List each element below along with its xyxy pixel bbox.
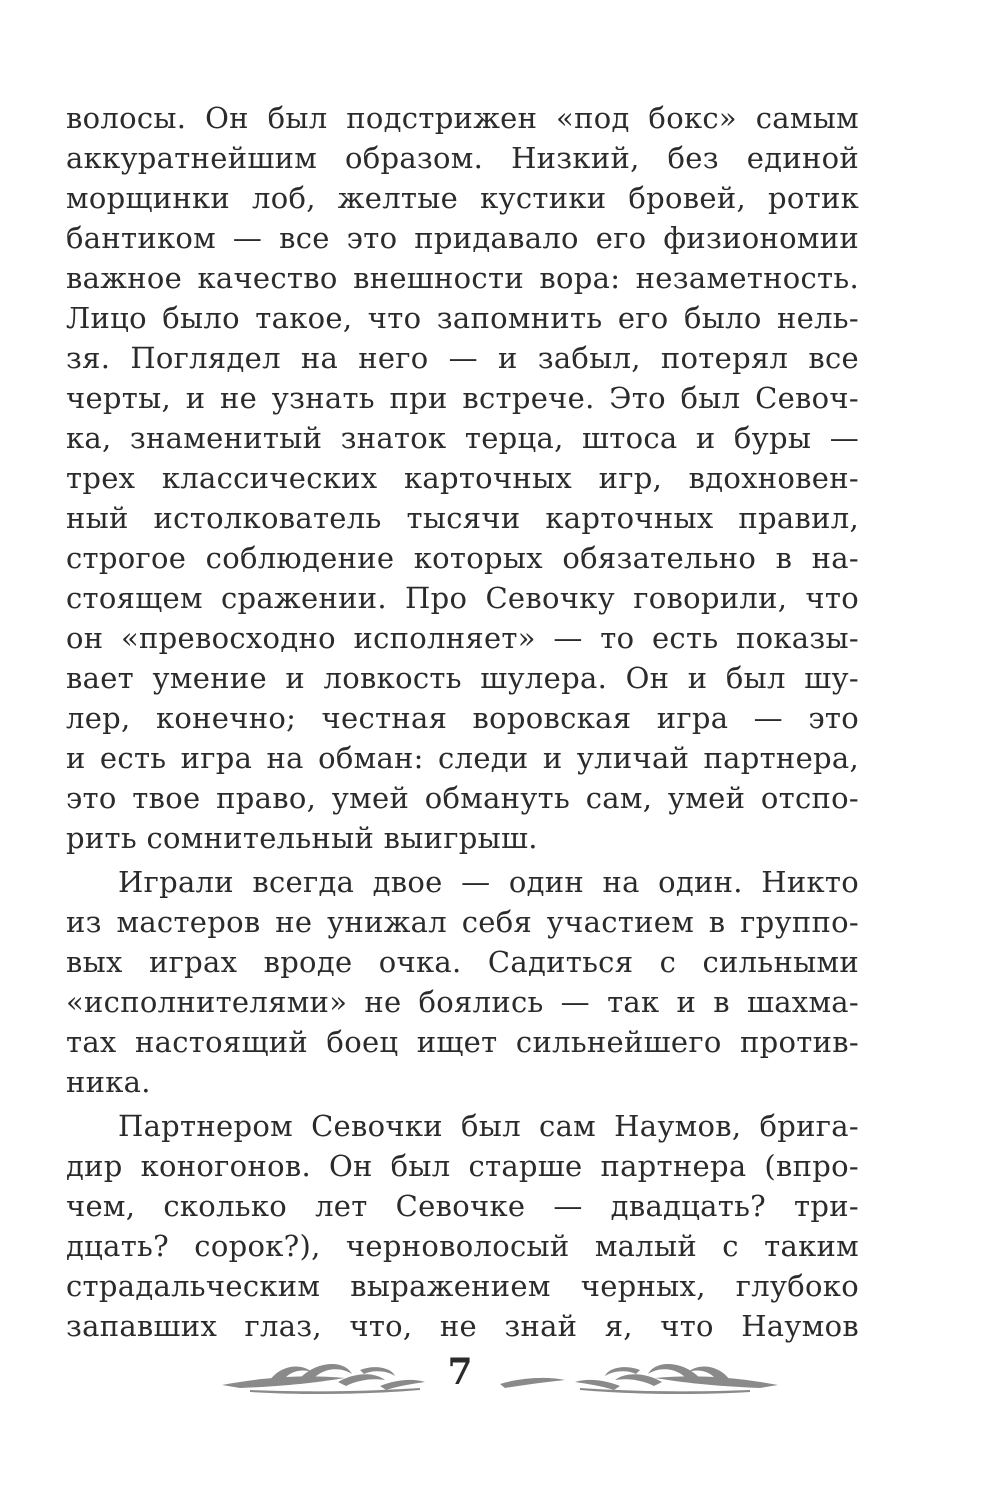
text-line: лер, конечно; честная воровская игра — это [66, 701, 859, 735]
text-line: и есть игра на обман: следи и уличай партнера, [66, 741, 859, 775]
text-line: стоящем сражении. Про Севочку говорили, что [66, 581, 859, 615]
text-line: зя. Поглядел на него — и забыл, потерял все [66, 341, 859, 375]
text-line: чем, сколько лет Севочке — двадцать? три- [66, 1189, 859, 1223]
text-line: бантиком — все это придавало его физиономии [66, 221, 859, 255]
ornament-flourish-icon [0, 1352, 1000, 1402]
text-line: Партнером Севочки был сам Наумов, брига- [118, 1109, 859, 1143]
text-line: ника. [66, 1065, 151, 1099]
text-line: Играли всегда двое — один на один. Никто [118, 865, 859, 899]
text-line: рить сомнительный выигрыш. [66, 821, 538, 855]
text-line: дцать? сорок?), черноволосый малый с таким [66, 1229, 859, 1263]
text-line: дир коногонов. Он был старше партнера (впро- [66, 1149, 859, 1183]
text-line: трех классических карточных игр, вдохновен- [66, 461, 859, 495]
text-line: «исполнителями» не боялись — так и в шахма- [66, 985, 859, 1019]
text-line: морщинки лоб, желтые кустики бровей, ротик [66, 181, 859, 215]
text-line: запавших глаз, что, не знай я, что Наумов [66, 1309, 859, 1343]
text-line: аккуратнейшим образом. Низкий, без единой [66, 141, 859, 175]
text-line: важное качество внешности вора: незаметность. [66, 261, 859, 295]
text-line: страдальческим выражением черных, глубоко [66, 1269, 859, 1303]
text-line: он «превосходно исполняет» — то есть показы- [66, 621, 859, 655]
text-line: из мастеров не унижал себя участием в группо- [66, 905, 859, 939]
text-line: строгое соблюдение которых обязательно в на- [66, 541, 859, 575]
page-footer [0, 1352, 1000, 1402]
text-line: ка, знаменитый знаток терца, штоса и буры — [66, 421, 859, 455]
text-line: это твое право, умей обмануть сам, умей отспо- [66, 781, 859, 815]
text-line: тах настоящий боец ищет сильнейшего против- [66, 1025, 859, 1059]
text-line: вает умение и ловкость шулера. Он и был шу- [66, 661, 859, 695]
page-number: 7 [447, 1351, 473, 1393]
body-text [66, 98, 859, 1346]
text-line: волосы. Он был подстрижен «под бокс» самым [66, 101, 859, 135]
text-line: вых играх вроде очка. Садиться с сильными [66, 945, 859, 979]
text-line: ный истолкователь тысячи карточных правил, [66, 501, 859, 535]
text-line: черты, и не узнать при встрече. Это был Севоч- [66, 381, 859, 415]
text-line: Лицо было такое, что запомнить его было нель- [66, 301, 859, 335]
